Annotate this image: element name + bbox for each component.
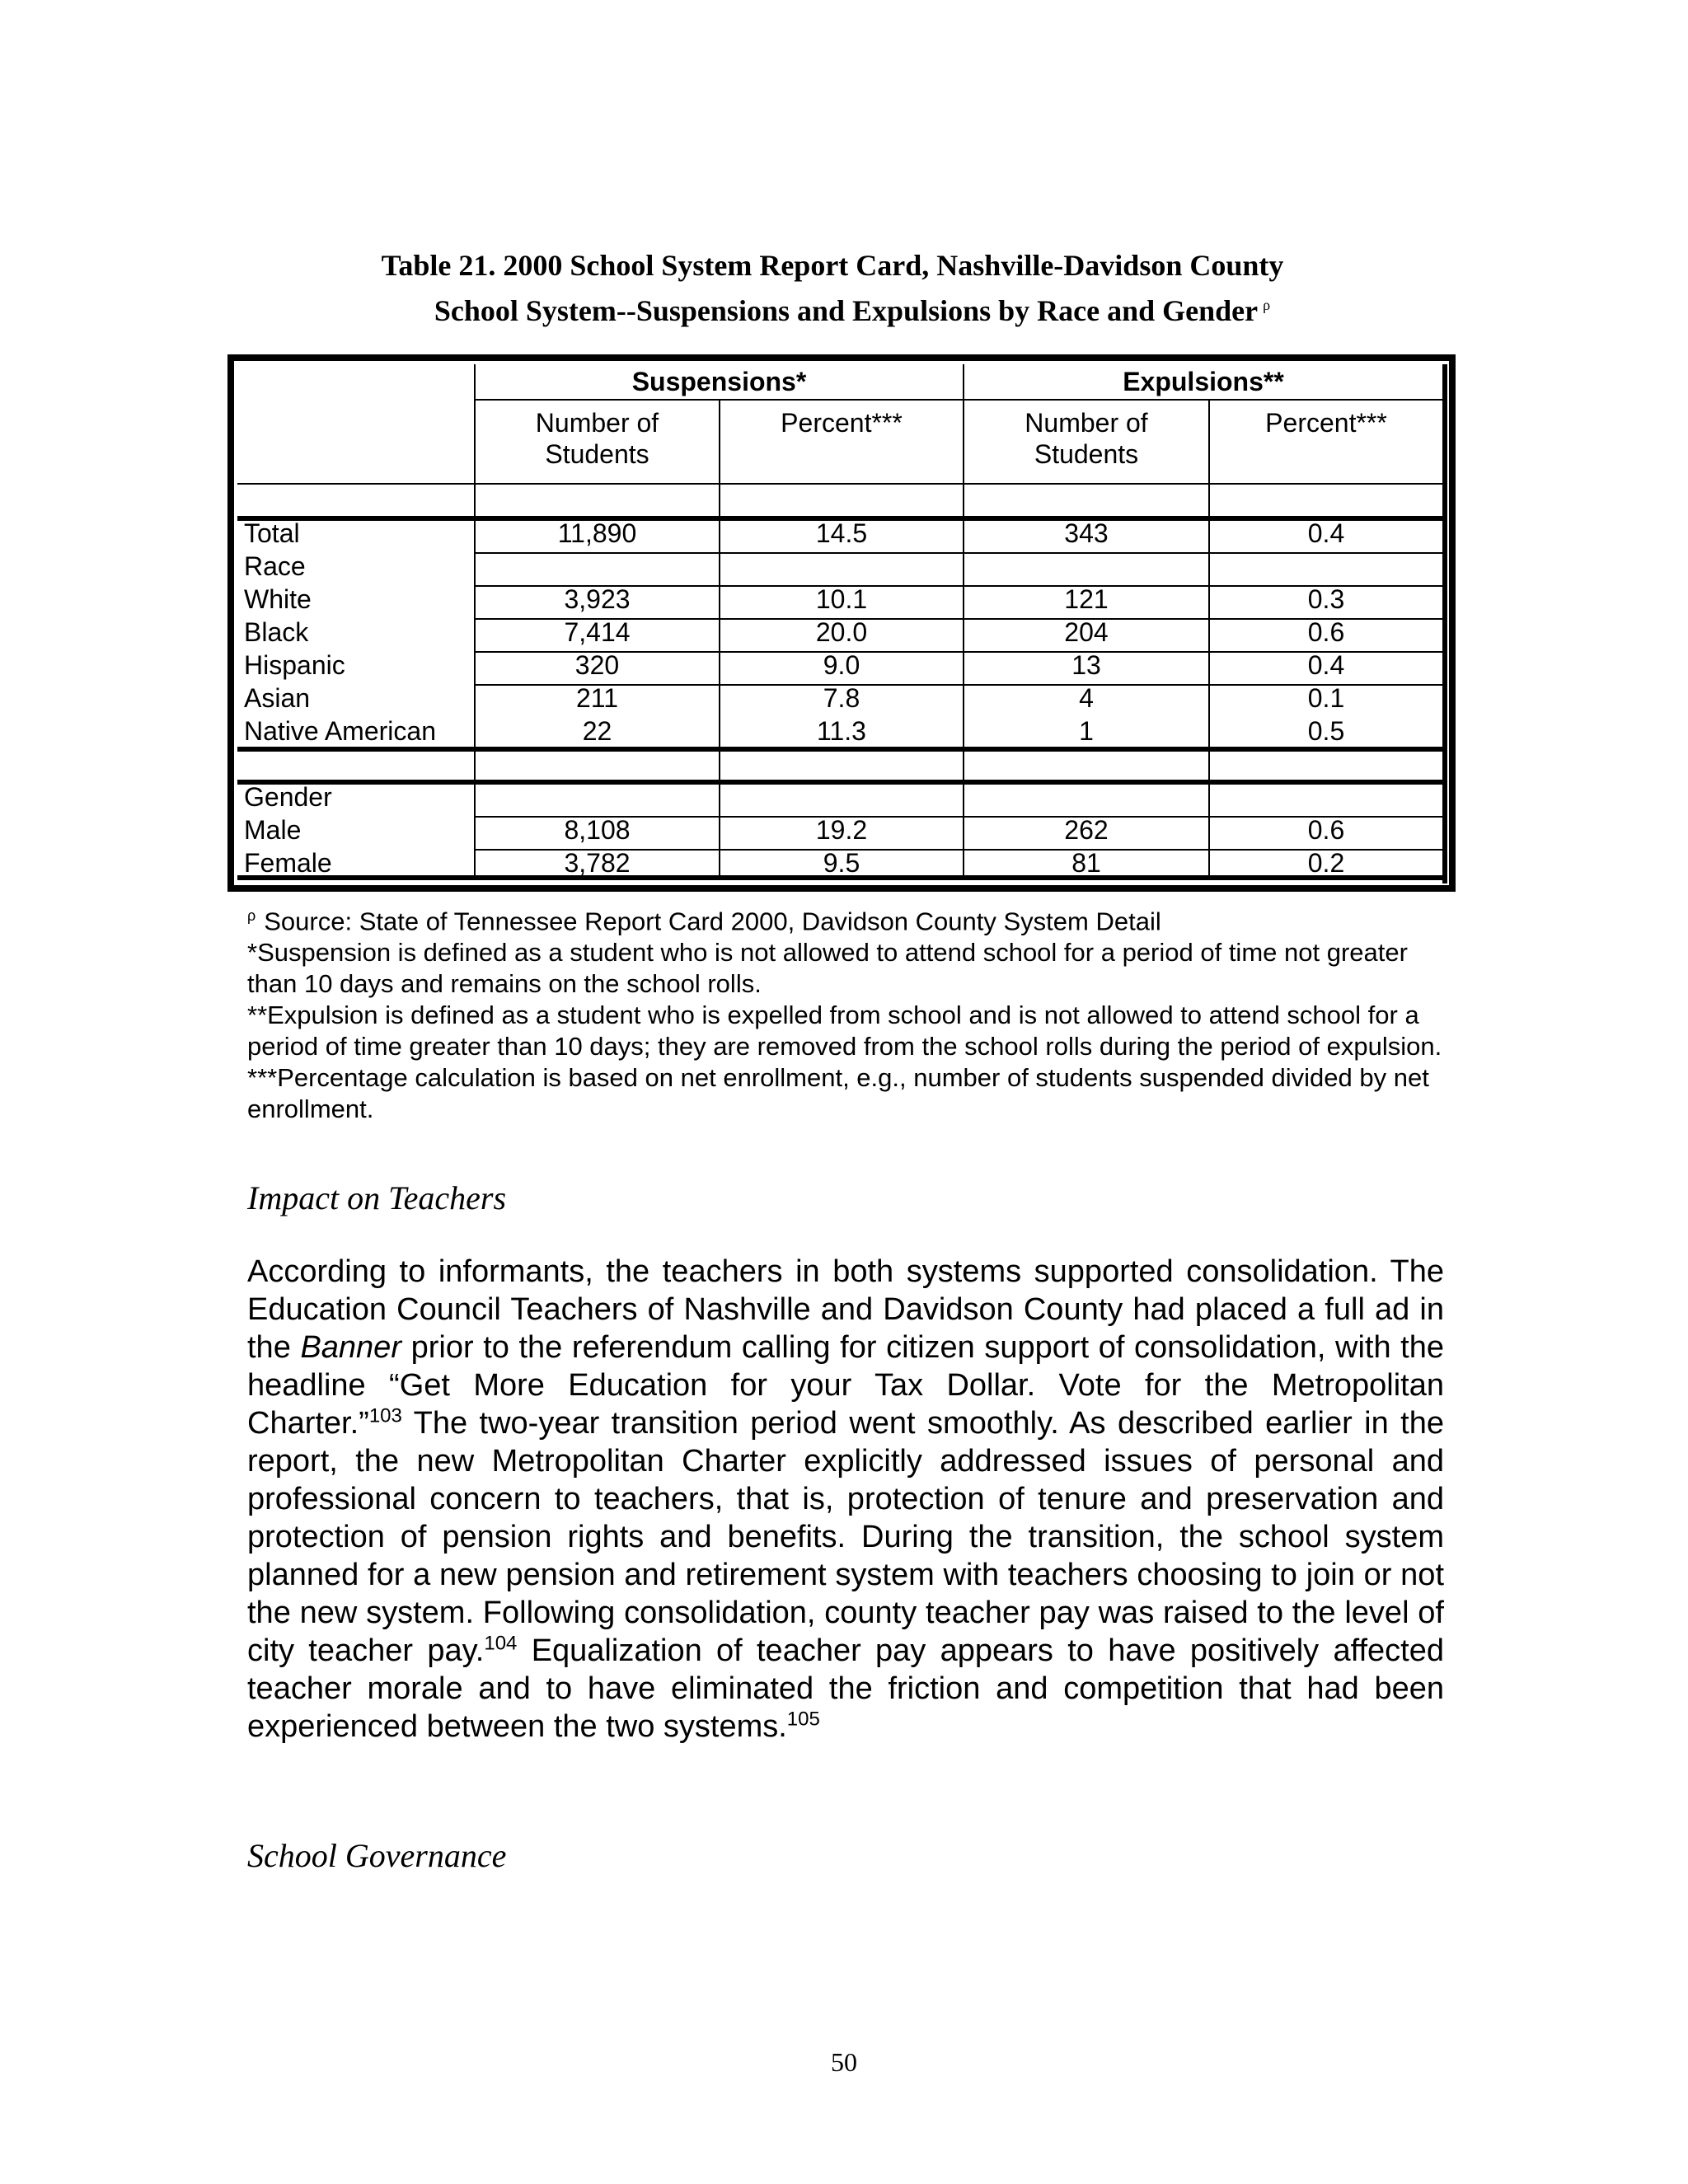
right-border — [1442, 364, 1447, 883]
table-cell: 14.5 — [815, 518, 868, 548]
row-label: Native American — [244, 716, 436, 746]
table-cell: 0.4 — [1307, 650, 1345, 680]
note-expulsion: **Expulsion is defined as a student who is expelled from school and is not allowed to attend school for a period of time greater than 10 days; they are removed from the school rolls during the period of expulsion. — [247, 1001, 1442, 1062]
table-cell: 262 — [1064, 815, 1109, 845]
table-cell: 320 — [574, 650, 620, 680]
row-label: Hispanic — [244, 650, 345, 680]
table-cell: 9.0 — [823, 650, 860, 680]
body-paragraph: According to informants, the teachers in both systems supported consolidation. The Education Council Teachers of Nashville and Davidson County had placed a full ad in the Banner prior to the referendum calling for citizen support of consolidation, with the headline “Get More Education for your Tax Dollar. Vote for the Metropolitan Charter.”$^{103}$ The two-year transition period went smoothly. As described earlier in the report, the new Metropolitan Charter explicitly addressed issues of personal and professional concern to teachers, that is, protection of tenure and preservation and protection of pension rights and benefits. During the transition, the school system planned for a new pension and retirement system with teachers choosing to join or not the new system. Following consolidation, county teacher pay was raised to the level of city teacher pay.$^{104}$ Equalization of teacher pay appears to have positively affected teacher morale and to have eliminated the friction and competition that had been experienced between the two systems.$^{105}$ — [247, 1254, 1445, 1744]
page-number: 50 — [831, 2047, 857, 2077]
row-divider — [237, 483, 1442, 485]
row-divider — [474, 399, 1442, 401]
footnote-ref: 104 — [484, 1632, 518, 1655]
table-cell: 0.3 — [1307, 584, 1345, 614]
table-cell: 3,923 — [564, 584, 631, 614]
row-divider — [474, 552, 1442, 554]
row-divider — [237, 747, 1442, 752]
sub-header-suspension-count: Number of Students — [535, 408, 659, 469]
section-heading-teachers: Impact on Teachers — [247, 1179, 507, 1216]
table-cell: 22 — [582, 716, 612, 746]
table-notes — [247, 900, 1451, 1125]
table-cell: 7.8 — [823, 683, 860, 713]
table-cell: 0.5 — [1307, 716, 1345, 746]
group-header-expulsions: Expulsions** — [1123, 367, 1284, 396]
row-label: Asian — [244, 683, 311, 713]
table-cell: 9.5 — [823, 848, 860, 878]
report-card-table — [227, 354, 1456, 892]
table-cell: 211 — [575, 683, 618, 713]
table-cell: 11.3 — [817, 716, 866, 746]
note-suspension: *Suspension is defined as a student who is not allowed to attend school for a period of time not greater than 10 days and remains on the school rolls. — [247, 938, 1408, 999]
note-source: $^\rho$ Source: State of Tennessee Report Card 2000, Davidson County System Detail — [247, 907, 1161, 936]
newspaper-name: Banner — [300, 1330, 401, 1365]
table-cell: 4 — [1079, 683, 1094, 713]
table-cell: 1 — [1079, 716, 1094, 746]
table-cell: 0.2 — [1307, 848, 1345, 878]
row-label: Black — [244, 617, 309, 647]
table-cell: 19.2 — [815, 815, 868, 845]
table-cell: 8,108 — [564, 815, 631, 845]
table-cell: 7,414 — [564, 617, 631, 647]
group-header-suspensions: Suspensions* — [631, 367, 807, 396]
table-cell: 3,782 — [564, 848, 631, 878]
note-percentage: ***Percentage calculation is based on net enrollment, e.g., number of students suspended divided by net enrollment. — [247, 1063, 1429, 1124]
sub-header-expulsion-percent: Percent*** — [1265, 408, 1387, 438]
row-label: Race — [244, 551, 306, 581]
row-label: Total — [244, 518, 300, 548]
footnote-ref: 105 — [786, 1708, 820, 1731]
row-label: Gender — [244, 782, 332, 812]
row-label: Male — [244, 815, 302, 845]
table-cell: 121 — [1064, 584, 1109, 614]
source-symbol: ρ — [1263, 297, 1271, 313]
footnote-ref: 103 — [368, 1404, 402, 1427]
sub-header-suspension-percent: Percent*** — [781, 408, 903, 438]
table-caption — [231, 246, 1434, 330]
table-cell: 0.1 — [1307, 683, 1345, 713]
section-heading-governance: School Governance — [247, 1837, 507, 1874]
table-cell: 0.4 — [1307, 518, 1345, 548]
caption-line-1: Table 21. 2000 School System Report Card, Nashville-Davidson County — [381, 249, 1284, 282]
table-cell: 0.6 — [1307, 815, 1345, 845]
table-cell: 20.0 — [815, 617, 868, 647]
table-cell: 0.6 — [1307, 617, 1345, 647]
table-cell: 81 — [1071, 848, 1101, 878]
table-cell: 343 — [1064, 518, 1109, 548]
row-label: Female — [244, 848, 332, 878]
row-label: White — [244, 584, 312, 614]
table-cell: 13 — [1071, 650, 1101, 680]
table-cell: 10.1 — [815, 584, 868, 614]
table-cell: 11,890 — [557, 518, 637, 548]
sub-header-expulsion-count: Number of Students — [1025, 408, 1148, 469]
caption-line-2: School System--Suspensions and Expulsions by Race and Gender — [434, 294, 1259, 327]
table-cell: 204 — [1064, 617, 1109, 647]
